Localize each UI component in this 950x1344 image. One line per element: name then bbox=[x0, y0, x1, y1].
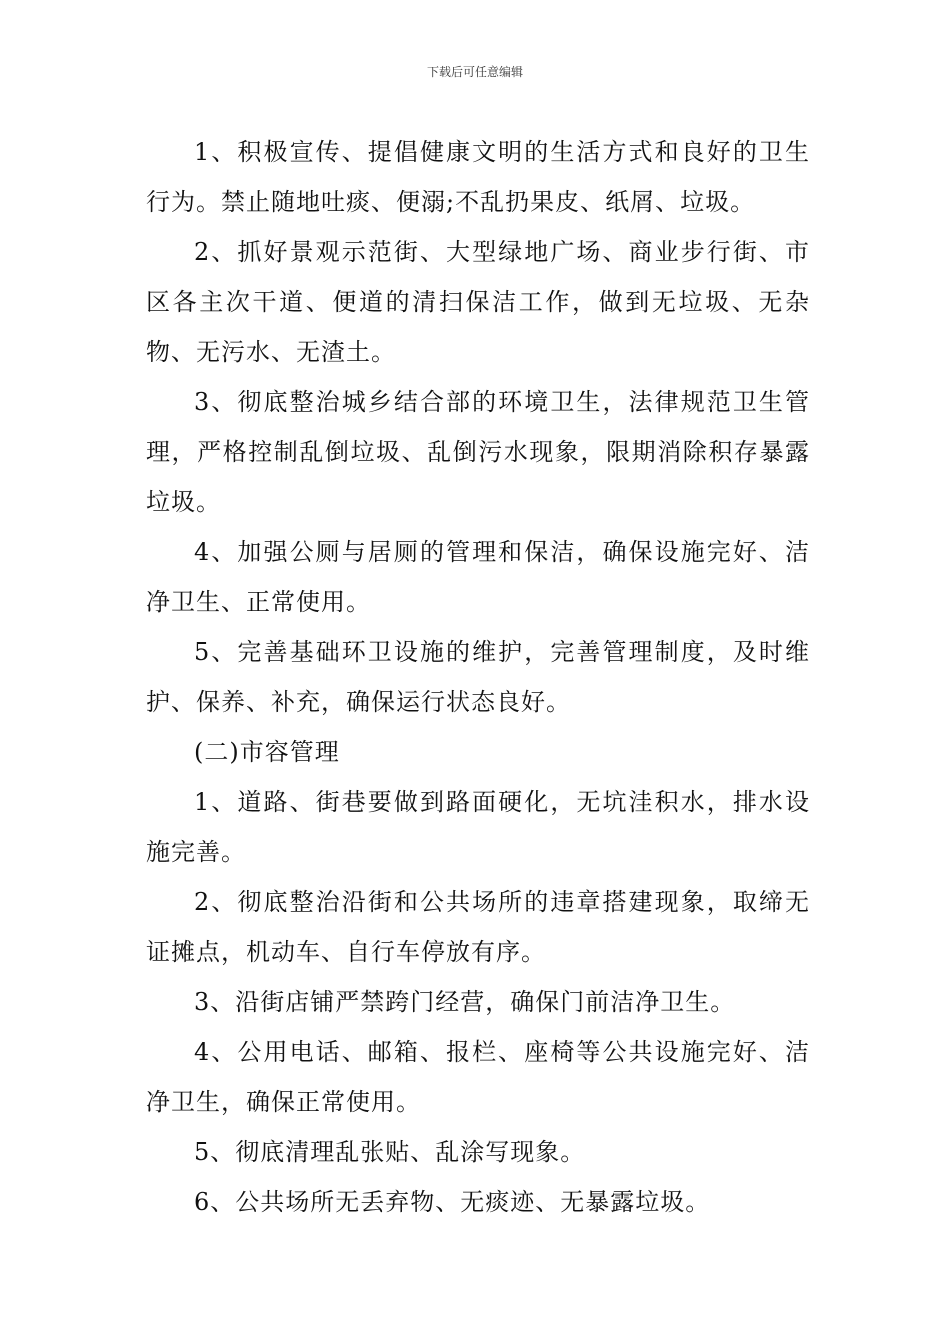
paragraph-city-2: 2、彻底整治沿街和公共场所的违章搭建现象，取缔无证摊点，机动车、自行车停放有序。 bbox=[146, 888, 810, 966]
paragraph-sanitation-1: 1、积极宣传、提倡健康文明的生活方式和良好的卫生行为。禁止随地吐痰、便溺;不乱扔果皮、纸屑、垃圾。 bbox=[146, 138, 810, 216]
paragraph-city-6: 6、公共场所无丢弃物、无痰迹、无暴露垃圾。 bbox=[194, 1188, 711, 1216]
paragraph-sanitation-2: 2、抓好景观示范街、大型绿地广场、商业步行街、市区各主次干道、便道的清扫保洁工作，做到无垃圾、无杂物、无污水、无渣土。 bbox=[146, 238, 810, 366]
paragraph-city-3: 3、沿街店铺严禁跨门经营，确保门前洁净卫生。 bbox=[194, 988, 736, 1016]
paragraph-sanitation-3: 3、彻底整治城乡结合部的环境卫生，法律规范卫生管理，严格控制乱倒垃圾、乱倒污水现象，限期消除积存暴露垃圾。 bbox=[146, 388, 810, 516]
document-body bbox=[146, 127, 810, 1227]
paragraph-city-5: 5、彻底清理乱张贴、乱涂写现象。 bbox=[194, 1138, 586, 1166]
paragraph-city-4: 4、公用电话、邮箱、报栏、座椅等公共设施完好、洁净卫生，确保正常使用。 bbox=[146, 1038, 810, 1116]
paragraph-city-1: 1、道路、街巷要做到路面硬化，无坑洼积水，排水设施完善。 bbox=[146, 788, 810, 866]
page-header: 下载后可任意编辑 bbox=[426, 65, 523, 79]
paragraph-sanitation-4: 4、加强公厕与居厕的管理和保洁，确保设施完好、洁净卫生、正常使用。 bbox=[146, 538, 810, 616]
paragraph-sanitation-5: 5、完善基础环卫设施的维护，完善管理制度，及时维护、保养、补充，确保运行状态良好。 bbox=[146, 638, 810, 716]
section-heading-city-appearance: (二)市容管理 bbox=[194, 738, 340, 766]
